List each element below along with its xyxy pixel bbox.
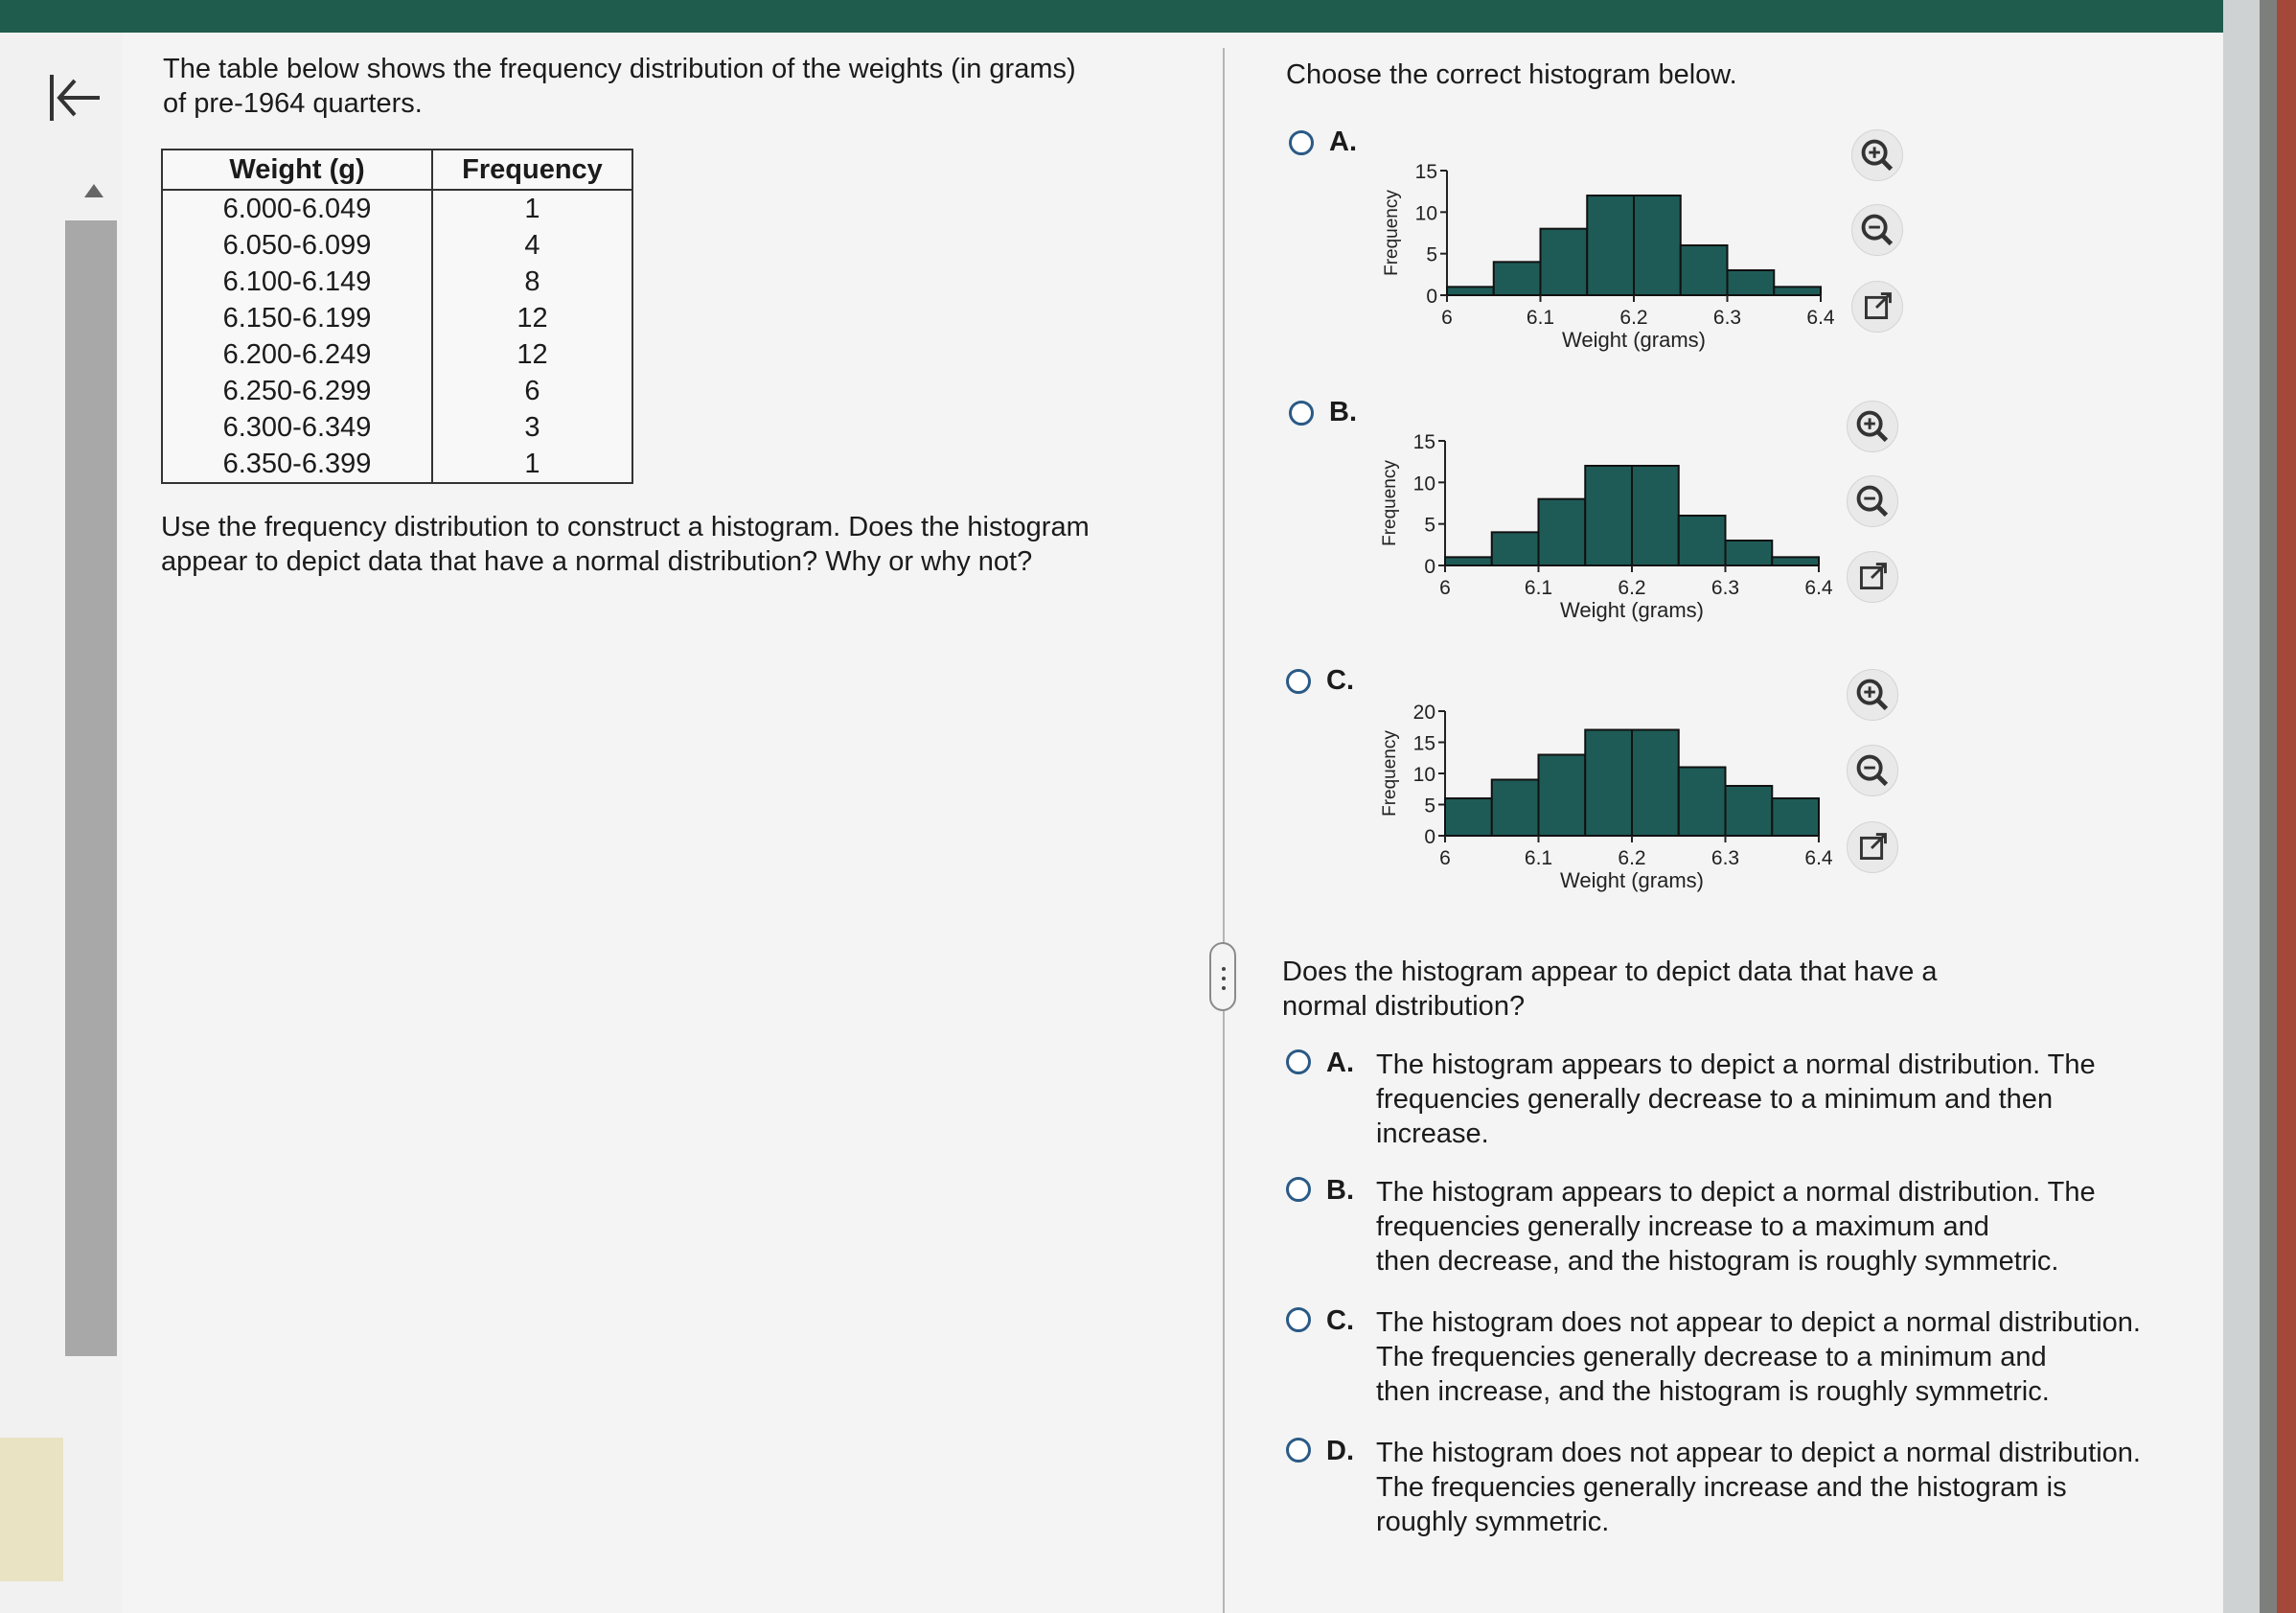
open-external-icon[interactable]	[1847, 821, 1898, 873]
table-row	[162, 409, 632, 446]
histogram-bar	[1726, 786, 1773, 836]
collapse-back-icon[interactable]	[44, 67, 105, 128]
y-axis-label: Frequency	[1380, 730, 1400, 817]
histogram-bar	[1634, 196, 1681, 295]
x-tick-label: 6	[1439, 577, 1451, 599]
frequency-cell: 12	[432, 336, 632, 373]
histogram-bar	[1585, 466, 1632, 565]
x-tick-label: 6.4	[1806, 307, 1835, 329]
histogram-bar	[1679, 516, 1726, 565]
scroll-up-icon[interactable]	[82, 182, 105, 199]
histogram-prompt: Choose the correct histogram below.	[1286, 59, 1737, 90]
zoom-in-icon[interactable]	[1847, 669, 1898, 721]
zoom-in-icon[interactable]	[1847, 401, 1898, 452]
table-row	[162, 446, 632, 483]
y-tick-label: 0	[1426, 286, 1437, 308]
answer-b-letter: B.	[1326, 1175, 1354, 1206]
histogram-option-b-letter: B.	[1329, 397, 1357, 427]
y-tick-label: 10	[1414, 202, 1437, 225]
weight-cell: 6.000-6.049	[162, 190, 432, 227]
histogram-a	[1370, 151, 1849, 372]
frequency-cell: 12	[432, 300, 632, 336]
frequency-cell: 3	[432, 409, 632, 446]
answer-line: frequencies generally increase to a maximum and	[1376, 1211, 1989, 1242]
intro-text-line2: of pre-1964 quarters.	[163, 88, 423, 119]
histogram-c	[1368, 692, 1848, 912]
histogram-bar	[1728, 270, 1775, 295]
histogram-bar	[1772, 798, 1819, 836]
answer-c-radio[interactable]	[1286, 1307, 1311, 1332]
y-axis-label: Frequency	[1380, 460, 1400, 546]
histogram-bar	[1445, 557, 1492, 565]
x-axis-label: Weight (grams)	[1560, 598, 1704, 622]
answer-line: roughly symmetric.	[1376, 1507, 1610, 1537]
y-tick-label: 5	[1426, 243, 1437, 266]
table-row	[162, 264, 632, 300]
histogram-bar	[1632, 466, 1679, 565]
histogram-bar	[1772, 557, 1819, 565]
frequency-cell: 8	[432, 264, 632, 300]
weight-cell: 6.200-6.249	[162, 336, 432, 373]
answer-d-letter: D.	[1326, 1436, 1354, 1466]
answer-b-radio[interactable]	[1286, 1177, 1311, 1202]
top-bar	[0, 0, 2223, 33]
answer-line: then decrease, and the histogram is roughly symmetric.	[1376, 1246, 2059, 1277]
header-frequency: Frequency	[432, 150, 632, 190]
weight-cell: 6.350-6.399	[162, 446, 432, 483]
answer-a-text[interactable]	[1376, 1048, 2181, 1151]
x-tick-label: 6.3	[1711, 577, 1740, 599]
intro-text-line1: The table below shows the frequency distribution of the weights (in grams)	[163, 54, 1076, 84]
pane-divider	[1223, 48, 1225, 1613]
answer-line: frequencies generally decrease to a minimum and then	[1376, 1084, 2054, 1115]
normal-question-line2: normal distribution?	[1282, 991, 1526, 1022]
histogram-option-b-radio[interactable]	[1289, 401, 1314, 426]
weight-cell: 6.100-6.149	[162, 264, 432, 300]
y-tick-label: 15	[1412, 732, 1435, 755]
histogram-option-a-letter: A.	[1329, 127, 1357, 157]
histogram-option-c-radio[interactable]	[1286, 669, 1311, 694]
zoom-out-icon[interactable]	[1851, 204, 1903, 256]
question-text-line1: Use the frequency distribution to construct a histogram. Does the histogram	[161, 512, 1090, 542]
y-tick-label: 0	[1424, 826, 1435, 848]
x-tick-label: 6.1	[1524, 847, 1553, 869]
zoom-in-icon[interactable]	[1851, 129, 1903, 181]
open-external-icon[interactable]	[1851, 281, 1903, 333]
question-text-line2: appear to depict data that have a normal distribution? Why or why not?	[161, 546, 1033, 577]
histogram-b	[1368, 422, 1848, 642]
answer-line: The histogram appears to depict a normal distribution. The	[1376, 1177, 2096, 1208]
histogram-bar	[1585, 730, 1632, 837]
x-tick-label: 6	[1441, 307, 1453, 329]
answer-a-letter: A.	[1326, 1048, 1354, 1078]
answer-line: The histogram appears to depict a normal distribution. The	[1376, 1049, 2096, 1080]
frequency-cell: 4	[432, 227, 632, 264]
x-tick-label: 6.2	[1618, 847, 1646, 869]
header-weight: Weight (g)	[162, 150, 432, 190]
zoom-out-icon[interactable]	[1847, 745, 1898, 796]
table-row	[162, 227, 632, 264]
histogram-bar	[1539, 499, 1586, 565]
answer-d-radio[interactable]	[1286, 1438, 1311, 1463]
weight-cell: 6.250-6.299	[162, 373, 432, 409]
weight-cell: 6.150-6.199	[162, 300, 432, 336]
x-tick-label: 6.4	[1804, 577, 1833, 599]
answer-b-text[interactable]	[1376, 1175, 2181, 1279]
table-row	[162, 373, 632, 409]
x-tick-label: 6	[1439, 847, 1451, 869]
answer-c-text[interactable]	[1376, 1305, 2181, 1409]
histogram-bar	[1774, 287, 1821, 295]
normal-question-line1: Does the histogram appear to depict data that have a	[1282, 956, 1938, 987]
histogram-bar	[1587, 196, 1634, 295]
sticky-note	[0, 1438, 63, 1581]
pane-resize-handle[interactable]	[1209, 942, 1236, 1011]
answer-line: The histogram does not appear to depict a normal distribution.	[1376, 1438, 2141, 1468]
table-row	[162, 336, 632, 373]
answer-line: The histogram does not appear to depict a normal distribution.	[1376, 1307, 2141, 1338]
histogram-bar	[1494, 262, 1541, 295]
histogram-bar	[1492, 532, 1539, 565]
x-tick-label: 6.1	[1524, 577, 1553, 599]
histogram-bar	[1726, 541, 1773, 565]
histogram-bar	[1541, 229, 1588, 295]
x-tick-label: 6.2	[1618, 577, 1646, 599]
zoom-out-icon[interactable]	[1847, 475, 1898, 527]
histogram-option-a-radio[interactable]	[1289, 130, 1314, 155]
y-axis-label: Frequency	[1382, 190, 1402, 276]
y-tick-label: 15	[1412, 431, 1435, 453]
answer-c-letter: C.	[1326, 1305, 1354, 1336]
y-tick-label: 10	[1412, 472, 1435, 495]
answer-line: The frequencies generally decrease to a minimum and	[1376, 1342, 2047, 1372]
histogram-bar	[1539, 755, 1586, 837]
x-axis-label: Weight (grams)	[1560, 868, 1704, 892]
frequency-cell: 1	[432, 190, 632, 227]
histogram-option-c-letter: C.	[1326, 665, 1354, 696]
weight-cell: 6.300-6.349	[162, 409, 432, 446]
y-tick-label: 10	[1412, 764, 1435, 786]
histogram-bar	[1681, 245, 1728, 295]
frequency-cell: 6	[432, 373, 632, 409]
histogram-bar	[1632, 730, 1679, 837]
y-tick-label: 5	[1424, 514, 1435, 537]
table-row	[162, 300, 632, 336]
open-external-icon[interactable]	[1847, 551, 1898, 603]
scrollbar-thumb[interactable]	[65, 220, 117, 1356]
answer-a-radio[interactable]	[1286, 1049, 1311, 1074]
x-tick-label: 6.3	[1712, 307, 1742, 329]
answer-line: then increase, and the histogram is roughly symmetric.	[1376, 1376, 2050, 1407]
x-tick-label: 6.2	[1619, 307, 1648, 329]
histogram-bar	[1492, 780, 1539, 837]
weight-cell: 6.050-6.099	[162, 227, 432, 264]
table-row	[162, 190, 632, 227]
answer-line: increase.	[1376, 1118, 1489, 1149]
histogram-bar	[1445, 798, 1492, 836]
answer-d-text[interactable]	[1376, 1436, 2181, 1539]
x-axis-label: Weight (grams)	[1562, 328, 1706, 352]
y-tick-label: 5	[1424, 795, 1435, 818]
histogram-bar	[1679, 768, 1726, 837]
y-tick-label: 0	[1424, 556, 1435, 578]
y-tick-label: 20	[1412, 702, 1435, 724]
y-tick-label: 15	[1414, 161, 1437, 183]
histogram-bar	[1447, 287, 1494, 295]
frequency-cell: 1	[432, 446, 632, 483]
screen-edge	[2223, 0, 2296, 1613]
answer-line: The frequencies generally increase and the histogram is	[1376, 1472, 2067, 1503]
x-tick-label: 6.3	[1711, 847, 1740, 869]
x-tick-label: 6.1	[1526, 307, 1555, 329]
frequency-table	[161, 149, 633, 484]
x-tick-label: 6.4	[1804, 847, 1833, 869]
